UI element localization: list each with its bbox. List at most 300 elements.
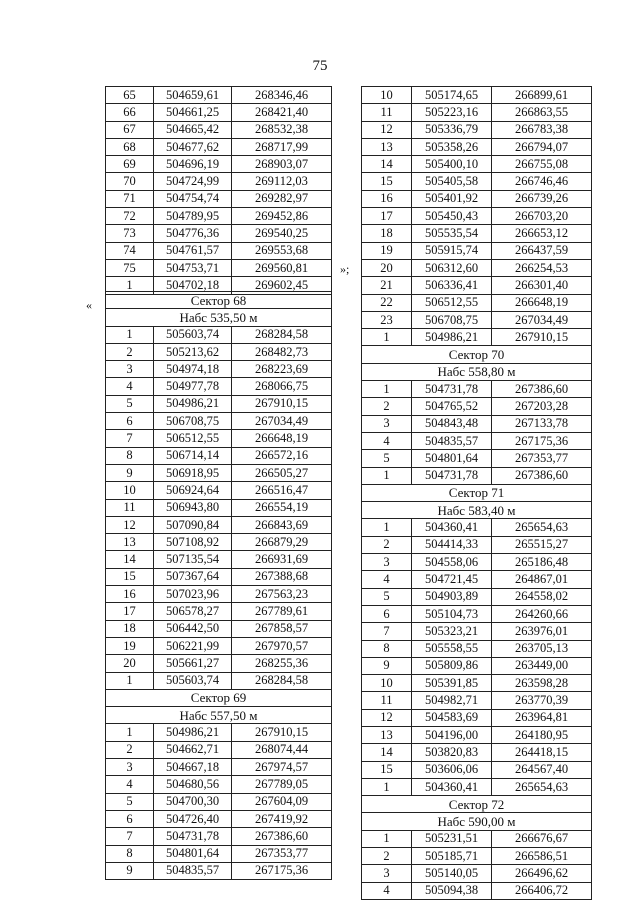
y-coordinate-cell: 264558,02: [492, 588, 592, 605]
x-coordinate-cell: 504724,99: [154, 173, 232, 190]
point-number-cell: 16: [106, 586, 154, 603]
y-coordinate-cell: 267974,57: [232, 759, 332, 776]
sector-header: Сектор 71: [362, 484, 592, 501]
y-coordinate-cell: 266899,61: [492, 87, 592, 104]
table-row: [106, 138, 332, 155]
x-coordinate-cell: 506714,14: [154, 447, 232, 464]
table-row: [106, 242, 332, 259]
point-number-cell: 10: [106, 482, 154, 499]
y-coordinate-cell: 267034,49: [492, 311, 592, 328]
y-coordinate-cell: 263449,00: [492, 657, 592, 674]
table-row: [362, 208, 592, 225]
table-row: [106, 395, 332, 412]
point-number-cell: 75: [106, 259, 154, 276]
table-row: [106, 724, 332, 741]
point-number-cell: 3: [362, 865, 412, 882]
table-row: [362, 467, 592, 484]
table-row: [106, 190, 332, 207]
y-coordinate-cell: 268074,44: [232, 741, 332, 758]
y-coordinate-cell: 268223,69: [232, 361, 332, 378]
x-coordinate-cell: 504835,57: [412, 432, 492, 449]
point-number-cell: 19: [362, 242, 412, 259]
y-coordinate-cell: 267419,92: [232, 810, 332, 827]
table-row: [106, 87, 332, 104]
x-coordinate-cell: 504360,41: [412, 778, 492, 795]
table-row: [106, 845, 332, 862]
y-coordinate-cell: 264418,15: [492, 744, 592, 761]
sector-header-row: [362, 346, 592, 363]
point-number-cell: 8: [106, 845, 154, 862]
y-coordinate-cell: 265654,63: [492, 519, 592, 536]
y-coordinate-cell: 266755,08: [492, 156, 592, 173]
x-coordinate-cell: 506918,95: [154, 464, 232, 481]
table-row: [362, 830, 592, 847]
x-coordinate-cell: 506336,41: [412, 277, 492, 294]
sector-header: Сектор 72: [362, 796, 592, 813]
table-row: [106, 862, 332, 879]
y-coordinate-cell: 266437,59: [492, 242, 592, 259]
x-coordinate-cell: 504583,69: [412, 709, 492, 726]
x-coordinate-cell: 504754,74: [154, 190, 232, 207]
y-coordinate-cell: 269452,86: [232, 208, 332, 225]
y-coordinate-cell: 266843,69: [232, 516, 332, 533]
sector-header-row: [362, 484, 592, 501]
x-coordinate-cell: 504761,57: [154, 242, 232, 259]
x-coordinate-cell: 504835,57: [154, 862, 232, 879]
point-number-cell: 10: [362, 87, 412, 104]
table-row: [106, 361, 332, 378]
y-coordinate-cell: 269540,25: [232, 225, 332, 242]
x-coordinate-cell: 504702,18: [154, 277, 232, 294]
y-coordinate-cell: 266931,69: [232, 551, 332, 568]
table-row: [106, 759, 332, 776]
table-row: [362, 242, 592, 259]
table-row: [362, 657, 592, 674]
point-number-cell: 8: [106, 447, 154, 464]
table-row: [362, 571, 592, 588]
x-coordinate-cell: 506708,75: [154, 413, 232, 430]
x-coordinate-cell: 504196,00: [412, 726, 492, 743]
x-coordinate-cell: 505809,86: [412, 657, 492, 674]
table-row: [106, 776, 332, 793]
table-row: [362, 398, 592, 415]
sector-header-row: [362, 796, 592, 813]
y-coordinate-cell: 267789,05: [232, 776, 332, 793]
x-coordinate-cell: 505391,85: [412, 675, 492, 692]
x-coordinate-cell: 505661,27: [154, 655, 232, 672]
y-coordinate-cell: 266653,12: [492, 225, 592, 242]
x-coordinate-cell: 505231,51: [412, 830, 492, 847]
x-coordinate-cell: 504726,40: [154, 810, 232, 827]
table-row: [106, 637, 332, 654]
x-coordinate-cell: 506943,80: [154, 499, 232, 516]
table-row: [362, 519, 592, 536]
point-number-cell: 1: [362, 519, 412, 536]
x-coordinate-cell: 504986,21: [154, 395, 232, 412]
table-row: [106, 551, 332, 568]
point-number-cell: 7: [362, 623, 412, 640]
x-coordinate-cell: 504982,71: [412, 692, 492, 709]
table-row: [362, 692, 592, 709]
x-coordinate-cell: 505094,38: [412, 882, 492, 899]
closing-quote-mark: »;: [340, 262, 350, 276]
point-number-cell: 23: [362, 311, 412, 328]
point-number-cell: 19: [106, 637, 154, 654]
y-coordinate-cell: 268284,58: [232, 326, 332, 343]
point-number-cell: 5: [106, 793, 154, 810]
point-number-cell: 13: [362, 726, 412, 743]
table-row: [106, 741, 332, 758]
point-number-cell: 11: [106, 499, 154, 516]
y-coordinate-cell: 266301,40: [492, 277, 592, 294]
point-number-cell: 1: [106, 672, 154, 689]
point-number-cell: 16: [362, 190, 412, 207]
y-coordinate-cell: 268482,73: [232, 343, 332, 360]
x-coordinate-cell: 504801,64: [154, 845, 232, 862]
x-coordinate-cell: 504765,52: [412, 398, 492, 415]
table-row: [362, 588, 592, 605]
y-coordinate-cell: 266406,72: [492, 882, 592, 899]
x-coordinate-cell: 504662,71: [154, 741, 232, 758]
x-coordinate-cell: 505185,71: [412, 848, 492, 865]
x-coordinate-cell: 504753,71: [154, 259, 232, 276]
y-coordinate-cell: 269553,68: [232, 242, 332, 259]
y-coordinate-cell: 268284,58: [232, 672, 332, 689]
x-coordinate-cell: 505401,92: [412, 190, 492, 207]
table-row: [362, 173, 592, 190]
point-number-cell: 13: [362, 138, 412, 155]
point-number-cell: 6: [106, 413, 154, 430]
y-coordinate-cell: 267175,36: [492, 432, 592, 449]
point-number-cell: 17: [362, 208, 412, 225]
x-coordinate-cell: 504731,78: [412, 467, 492, 484]
point-number-cell: 74: [106, 242, 154, 259]
x-coordinate-cell: 505603,74: [154, 672, 232, 689]
x-coordinate-cell: 505558,55: [412, 640, 492, 657]
table-row: [362, 121, 592, 138]
point-number-cell: 68: [106, 138, 154, 155]
sector-header: Набс 535,50 м: [106, 309, 332, 326]
table-row: [106, 173, 332, 190]
point-number-cell: 5: [362, 450, 412, 467]
y-coordinate-cell: 264567,40: [492, 761, 592, 778]
table-row: [106, 413, 332, 430]
page-number: 75: [312, 58, 328, 74]
point-number-cell: 15: [362, 761, 412, 778]
y-coordinate-cell: 267910,15: [232, 724, 332, 741]
table-row: [362, 623, 592, 640]
table-row: [362, 432, 592, 449]
table-row: [362, 156, 592, 173]
point-number-cell: 1: [362, 381, 412, 398]
y-coordinate-cell: 266572,16: [232, 447, 332, 464]
y-coordinate-cell: 263770,39: [492, 692, 592, 709]
point-number-cell: 17: [106, 603, 154, 620]
point-number-cell: 18: [106, 620, 154, 637]
point-number-cell: 1: [362, 329, 412, 346]
point-number-cell: 67: [106, 121, 154, 138]
point-number-cell: 13: [106, 534, 154, 551]
y-coordinate-cell: 266554,19: [232, 499, 332, 516]
y-coordinate-cell: 267858,57: [232, 620, 332, 637]
table-row: [106, 104, 332, 121]
y-coordinate-cell: 267910,15: [492, 329, 592, 346]
point-number-cell: 4: [362, 571, 412, 588]
y-coordinate-cell: 266794,07: [492, 138, 592, 155]
point-number-cell: 14: [362, 744, 412, 761]
y-coordinate-cell: 266496,62: [492, 865, 592, 882]
point-number-cell: 2: [362, 848, 412, 865]
point-number-cell: 3: [362, 554, 412, 571]
sector-header: Набс 558,80 м: [362, 363, 592, 380]
sector-header-row: [106, 309, 332, 326]
point-number-cell: 6: [362, 605, 412, 622]
y-coordinate-cell: 266516,47: [232, 482, 332, 499]
y-coordinate-cell: 267133,78: [492, 415, 592, 432]
x-coordinate-cell: 505535,54: [412, 225, 492, 242]
y-coordinate-cell: 268421,40: [232, 104, 332, 121]
table-row: [362, 329, 592, 346]
table-row: [362, 709, 592, 726]
x-coordinate-cell: 506924,64: [154, 482, 232, 499]
y-coordinate-cell: 265654,63: [492, 778, 592, 795]
x-coordinate-cell: 505104,73: [412, 605, 492, 622]
sector-header-row: [362, 502, 592, 519]
x-coordinate-cell: 505603,74: [154, 326, 232, 343]
point-number-cell: 20: [362, 259, 412, 276]
point-number-cell: 9: [362, 657, 412, 674]
sector-header: Набс 590,00 м: [362, 813, 592, 830]
point-number-cell: 4: [106, 776, 154, 793]
y-coordinate-cell: 267910,15: [232, 395, 332, 412]
point-number-cell: 12: [362, 709, 412, 726]
table-row: [106, 603, 332, 620]
y-coordinate-cell: 266863,55: [492, 104, 592, 121]
y-coordinate-cell: 265515,27: [492, 536, 592, 553]
table-row: [362, 882, 592, 899]
point-number-cell: 69: [106, 156, 154, 173]
x-coordinate-cell: 505400,10: [412, 156, 492, 173]
x-coordinate-cell: 505323,21: [412, 623, 492, 640]
table-row: [362, 87, 592, 104]
x-coordinate-cell: 506708,75: [412, 311, 492, 328]
table-row: [106, 828, 332, 845]
y-coordinate-cell: 266648,19: [232, 430, 332, 447]
point-number-cell: 1: [362, 778, 412, 795]
x-coordinate-cell: 505213,62: [154, 343, 232, 360]
table-row: [106, 378, 332, 395]
x-coordinate-cell: 504558,06: [412, 554, 492, 571]
y-coordinate-cell: 268903,07: [232, 156, 332, 173]
sector-header: Сектор 68: [106, 292, 332, 309]
x-coordinate-cell: 505223,16: [412, 104, 492, 121]
sector-header: Набс 557,50 м: [106, 707, 332, 724]
x-coordinate-cell: 504789,95: [154, 208, 232, 225]
x-coordinate-cell: 507090,84: [154, 516, 232, 533]
point-number-cell: 14: [362, 156, 412, 173]
y-coordinate-cell: 263976,01: [492, 623, 592, 640]
point-number-cell: 8: [362, 640, 412, 657]
x-coordinate-cell: 504776,36: [154, 225, 232, 242]
point-number-cell: 14: [106, 551, 154, 568]
x-coordinate-cell: 506442,50: [154, 620, 232, 637]
x-coordinate-cell: 505174,65: [412, 87, 492, 104]
table-row: [106, 620, 332, 637]
y-coordinate-cell: 269282,97: [232, 190, 332, 207]
x-coordinate-cell: 504414,33: [412, 536, 492, 553]
table-row: [362, 225, 592, 242]
point-number-cell: 2: [362, 398, 412, 415]
x-coordinate-cell: 504665,42: [154, 121, 232, 138]
point-number-cell: 15: [362, 173, 412, 190]
point-number-cell: 5: [362, 588, 412, 605]
table-row: [106, 516, 332, 533]
y-coordinate-cell: 267353,77: [492, 450, 592, 467]
sector-header-row: [362, 813, 592, 830]
y-coordinate-cell: 267388,68: [232, 568, 332, 585]
x-coordinate-cell: 504986,21: [154, 724, 232, 741]
x-coordinate-cell: 505405,58: [412, 173, 492, 190]
x-coordinate-cell: 505336,79: [412, 121, 492, 138]
table-row: [106, 568, 332, 585]
point-number-cell: 9: [106, 862, 154, 879]
table-row: [362, 259, 592, 276]
y-coordinate-cell: 267604,09: [232, 793, 332, 810]
point-number-cell: 18: [362, 225, 412, 242]
table-row: [362, 605, 592, 622]
y-coordinate-cell: 263705,13: [492, 640, 592, 657]
y-coordinate-cell: 268717,99: [232, 138, 332, 155]
table-row: [106, 208, 332, 225]
x-coordinate-cell: 504801,64: [412, 450, 492, 467]
table-row: [362, 536, 592, 553]
y-coordinate-cell: 266676,67: [492, 830, 592, 847]
point-number-cell: 73: [106, 225, 154, 242]
table-row: [106, 343, 332, 360]
x-coordinate-cell: 507135,54: [154, 551, 232, 568]
x-coordinate-cell: 503820,83: [412, 744, 492, 761]
table-row: [106, 121, 332, 138]
y-coordinate-cell: 266586,51: [492, 848, 592, 865]
table-row: [106, 156, 332, 173]
y-coordinate-cell: 267353,77: [232, 845, 332, 862]
table-row: [362, 761, 592, 778]
point-number-cell: 72: [106, 208, 154, 225]
y-coordinate-cell: 267203,28: [492, 398, 592, 415]
point-number-cell: 4: [362, 882, 412, 899]
point-number-cell: 1: [362, 830, 412, 847]
point-number-cell: 3: [362, 415, 412, 432]
sector-header-row: [106, 689, 332, 706]
y-coordinate-cell: 266505,27: [232, 464, 332, 481]
point-number-cell: 12: [362, 121, 412, 138]
table-row: [106, 499, 332, 516]
table-row: [362, 675, 592, 692]
point-number-cell: 1: [362, 467, 412, 484]
table-row: [362, 726, 592, 743]
point-number-cell: 6: [106, 810, 154, 827]
table-row: [362, 554, 592, 571]
x-coordinate-cell: 504977,78: [154, 378, 232, 395]
x-coordinate-cell: 504843,48: [412, 415, 492, 432]
y-coordinate-cell: 268346,46: [232, 87, 332, 104]
point-number-cell: 2: [106, 741, 154, 758]
y-coordinate-cell: 267970,57: [232, 637, 332, 654]
point-number-cell: 70: [106, 173, 154, 190]
table-row: [362, 744, 592, 761]
point-number-cell: 7: [106, 430, 154, 447]
table-row: [106, 482, 332, 499]
table-row: [106, 810, 332, 827]
y-coordinate-cell: 264867,01: [492, 571, 592, 588]
x-coordinate-cell: 504360,41: [412, 519, 492, 536]
coordinates-table-continued: [105, 86, 332, 295]
table-row: [362, 865, 592, 882]
y-coordinate-cell: 265186,48: [492, 554, 592, 571]
x-coordinate-cell: 506512,55: [412, 294, 492, 311]
y-coordinate-cell: 266739,26: [492, 190, 592, 207]
x-coordinate-cell: 504667,18: [154, 759, 232, 776]
x-coordinate-cell: 506312,60: [412, 259, 492, 276]
table-row: [106, 447, 332, 464]
table-row: [106, 793, 332, 810]
table-row: [362, 381, 592, 398]
x-coordinate-cell: 504731,78: [154, 828, 232, 845]
sector-header: Набс 583,40 м: [362, 502, 592, 519]
table-row: [362, 640, 592, 657]
x-coordinate-cell: 504680,56: [154, 776, 232, 793]
point-number-cell: 22: [362, 294, 412, 311]
table-row: [362, 138, 592, 155]
sector-header-row: [106, 707, 332, 724]
point-number-cell: 5: [106, 395, 154, 412]
y-coordinate-cell: 268255,36: [232, 655, 332, 672]
y-coordinate-cell: 269560,81: [232, 259, 332, 276]
x-coordinate-cell: 505450,43: [412, 208, 492, 225]
x-coordinate-cell: 504903,89: [412, 588, 492, 605]
table-row: [106, 225, 332, 242]
point-number-cell: 66: [106, 104, 154, 121]
y-coordinate-cell: 267386,60: [492, 381, 592, 398]
x-coordinate-cell: 504974,18: [154, 361, 232, 378]
point-number-cell: 10: [362, 675, 412, 692]
table-row: [106, 655, 332, 672]
y-coordinate-cell: 268532,38: [232, 121, 332, 138]
point-number-cell: 4: [362, 432, 412, 449]
y-coordinate-cell: 269112,03: [232, 173, 332, 190]
x-coordinate-cell: 505140,05: [412, 865, 492, 882]
coordinates-table-sectors-68-69: [105, 291, 332, 880]
x-coordinate-cell: 506221,99: [154, 637, 232, 654]
table-row: [106, 534, 332, 551]
y-coordinate-cell: 266746,46: [492, 173, 592, 190]
point-number-cell: 3: [106, 759, 154, 776]
sector-header-row: [106, 292, 332, 309]
point-number-cell: 9: [106, 464, 154, 481]
point-number-cell: 3: [106, 361, 154, 378]
table-row: [362, 277, 592, 294]
x-coordinate-cell: 504696,19: [154, 156, 232, 173]
y-coordinate-cell: 267175,36: [232, 862, 332, 879]
y-coordinate-cell: 263598,28: [492, 675, 592, 692]
point-number-cell: 2: [362, 536, 412, 553]
x-coordinate-cell: 504986,21: [412, 329, 492, 346]
coordinates-table-sectors-70-72: [361, 86, 592, 900]
x-coordinate-cell: 504731,78: [412, 381, 492, 398]
table-row: [362, 104, 592, 121]
y-coordinate-cell: 264260,66: [492, 605, 592, 622]
point-number-cell: 71: [106, 190, 154, 207]
